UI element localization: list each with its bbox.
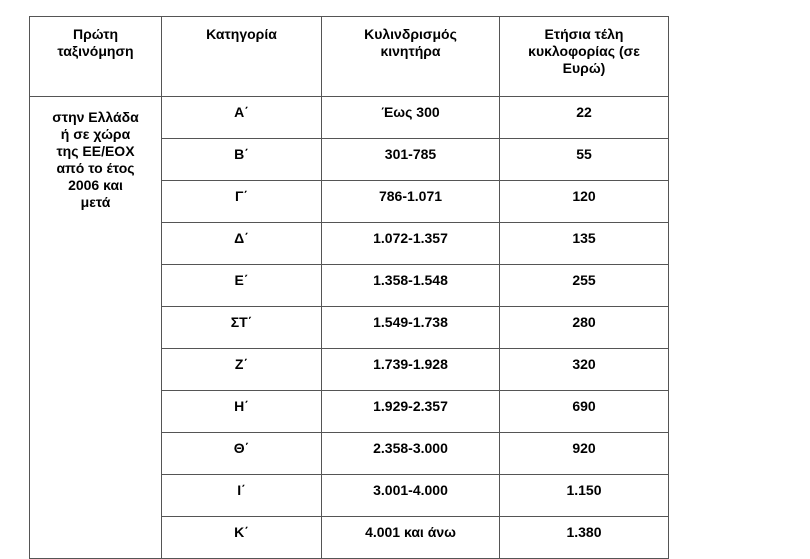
fee-cell: 280	[500, 307, 669, 349]
header-first-registration	[30, 17, 162, 97]
first-registration-detail-line: της ΕΕ/ΕΟΧ	[56, 143, 135, 159]
first-registration-title-line1: Πρώτη	[72, 26, 118, 42]
first-registration-detail	[30, 97, 162, 559]
fee-cell: 920	[500, 433, 669, 475]
fee-cell: 120	[500, 181, 669, 223]
engine-cell: Έως 300	[322, 97, 500, 139]
engine-cell: 301-785	[322, 139, 500, 181]
first-registration-detail-line: μετά	[80, 194, 111, 210]
category-cell: Κ΄	[162, 517, 322, 559]
fees-header-line3: Ευρώ)	[562, 60, 606, 76]
engine-cell: 4.001 και άνω	[322, 517, 500, 559]
fee-cell: 55	[500, 139, 669, 181]
header-annual-fees	[500, 17, 669, 97]
category-cell: Ε΄	[162, 265, 322, 307]
engine-cell: 1.358-1.548	[322, 265, 500, 307]
fee-cell: 135	[500, 223, 669, 265]
engine-cell: 1.549-1.738	[322, 307, 500, 349]
first-registration-detail-line: ή σε χώρα	[60, 126, 131, 142]
first-registration-title-line2: ταξινόμηση	[57, 43, 134, 59]
category-cell: Θ΄	[162, 433, 322, 475]
engine-cell: 1.739-1.928	[322, 349, 500, 391]
fees-header-line2: κυκλοφορίας (σε	[528, 43, 640, 59]
category-cell: Γ΄	[162, 181, 322, 223]
engine-cell: 3.001-4.000	[322, 475, 500, 517]
first-registration-detail-line: 2006 και	[68, 177, 123, 193]
fee-cell: 255	[500, 265, 669, 307]
engine-cell: 1.072-1.357	[322, 223, 500, 265]
engine-cell: 2.358-3.000	[322, 433, 500, 475]
category-cell: Η΄	[162, 391, 322, 433]
fee-cell: 320	[500, 349, 669, 391]
fee-cell: 1.150	[500, 475, 669, 517]
fee-cell: 690	[500, 391, 669, 433]
category-cell: Ζ΄	[162, 349, 322, 391]
engine-cell: 1.929-2.357	[322, 391, 500, 433]
engine-header-line2: κινητήρα	[380, 43, 441, 59]
fees-header-line1: Ετήσια τέλη	[544, 26, 624, 42]
first-registration-detail-line: στην Ελλάδα	[52, 109, 139, 125]
header-engine-capacity	[322, 17, 500, 97]
category-cell: Α΄	[162, 97, 322, 139]
engine-cell: 786-1.071	[322, 181, 500, 223]
fee-cell: 22	[500, 97, 669, 139]
first-registration-detail-line: από το έτος	[56, 160, 135, 176]
table-row	[30, 97, 669, 139]
header-row	[30, 17, 669, 97]
header-category	[162, 17, 322, 97]
category-header-label: Κατηγορία	[206, 26, 277, 42]
category-cell: Δ΄	[162, 223, 322, 265]
fee-cell: 1.380	[500, 517, 669, 559]
engine-header-line1: Κυλινδρισμός	[364, 26, 457, 42]
category-cell: Ι΄	[162, 475, 322, 517]
category-cell: ΣΤ΄	[162, 307, 322, 349]
circulation-tax-table	[29, 16, 669, 559]
category-cell: Β΄	[162, 139, 322, 181]
